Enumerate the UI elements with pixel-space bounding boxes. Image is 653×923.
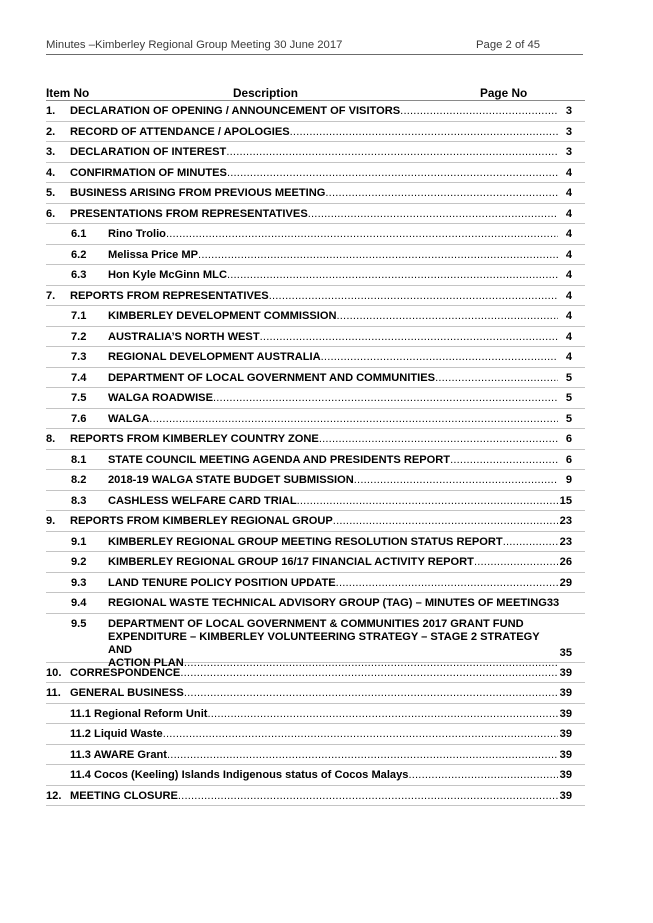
- toc-item-title-continued: ACTION PLAN: [108, 656, 184, 669]
- toc-item-number: 8.3: [71, 494, 87, 507]
- toc-row[interactable]: [46, 745, 585, 766]
- toc-item-page: 4: [565, 310, 572, 322]
- toc-row[interactable]: [46, 786, 585, 807]
- toc-item-title: Melissa Price MP: [108, 248, 199, 261]
- toc-row[interactable]: [46, 306, 585, 327]
- column-page-no: Page No: [480, 86, 528, 100]
- toc-item-title: WALGA ROADWISE: [108, 392, 213, 404]
- toc-item-number: 2.: [46, 125, 56, 138]
- toc-row[interactable]: [46, 368, 585, 389]
- toc-item-title: REPORTS FROM KIMBERLEY COUNTRY ZONE: [70, 433, 319, 445]
- toc-item-number: 10.: [46, 666, 62, 679]
- toc-item-page: 39: [559, 707, 572, 720]
- toc-row[interactable]: [46, 224, 585, 245]
- toc-item-page: 39: [559, 789, 572, 802]
- toc-item-title: REPORTS FROM REPRESENTATIVES: [70, 289, 269, 302]
- toc-item-number: 7.4: [71, 371, 87, 384]
- toc-item-number: 8.2: [71, 474, 87, 486]
- toc-item-title: WALGA: [108, 412, 150, 425]
- toc-item-page: 39: [559, 748, 572, 761]
- toc-item-page: 4: [565, 269, 572, 281]
- toc-column-headers: [46, 86, 585, 101]
- toc-item-page: 4: [565, 330, 572, 343]
- toc-item-title: Hon Kyle McGinn MLC: [108, 269, 227, 281]
- toc-item-title: 11.1 Regional Reform Unit: [70, 707, 208, 720]
- toc-item-number: 12.: [46, 789, 62, 802]
- toc-item-number: 7.5: [71, 392, 87, 404]
- toc-item-title: BUSINESS ARISING FROM PREVIOUS MEETING: [70, 187, 326, 199]
- toc-item-title: 11.3 AWARE Grant: [70, 748, 167, 761]
- toc-row[interactable]: [46, 142, 585, 163]
- toc-item-page: 35: [559, 646, 572, 659]
- toc-row[interactable]: [46, 265, 585, 286]
- toc-row[interactable]: [46, 163, 585, 184]
- toc-item-title: 11.2 Liquid Waste: [70, 728, 163, 740]
- toc-item-page: 4: [565, 248, 572, 261]
- toc-item-number: 6.1: [71, 228, 87, 240]
- toc-item-title: KIMBERLEY REGIONAL GROUP MEETING RESOLUTION STATUS REPORT: [108, 535, 503, 548]
- toc-item-title: DECLARATION OF OPENING / ANNOUNCEMENT OF VISITORS: [70, 105, 401, 117]
- toc-item-page: 9: [565, 474, 572, 486]
- toc-item-title: REGIONAL DEVELOPMENT AUSTRALIA: [108, 351, 321, 363]
- toc-item-title: CONFIRMATION OF MINUTES: [70, 166, 227, 179]
- toc-item-number: 6.3: [71, 269, 87, 281]
- toc-item-number: 7.2: [71, 330, 87, 343]
- toc-row[interactable]: [46, 663, 585, 684]
- toc-row[interactable]: [46, 532, 585, 553]
- toc-item-page: 6: [565, 433, 572, 445]
- toc-item-page: 4: [565, 228, 572, 240]
- toc-item-page: 39: [559, 687, 572, 699]
- page-header: [46, 37, 583, 55]
- toc-item-title: KIMBERLEY REGIONAL GROUP 16/17 FINANCIAL ACTIVITY REPORT: [108, 556, 474, 568]
- toc-item-title: PRESENTATIONS FROM REPRESENTATIVES: [70, 207, 308, 220]
- toc-item-page: 5: [565, 371, 572, 384]
- toc-row[interactable]: [46, 450, 585, 471]
- toc-item-title: DECLARATION OF INTEREST: [70, 146, 227, 158]
- toc-item-title: 2018-19 WALGA STATE BUDGET SUBMISSION: [108, 474, 354, 486]
- toc-item-number: 5.: [46, 187, 56, 199]
- toc-item-page: 3: [565, 146, 572, 158]
- toc-item-page: 3: [565, 125, 572, 138]
- toc-row[interactable]: [46, 470, 585, 491]
- table-of-contents: [46, 101, 585, 806]
- toc-item-page: 4: [565, 289, 572, 302]
- toc-item-page: 29: [559, 576, 572, 589]
- toc-item-page: 23: [559, 535, 572, 548]
- toc-item-number: 8.1: [71, 453, 87, 466]
- toc-item-title: STATE COUNCIL MEETING AGENDA AND PRESIDENTS REPORT: [108, 453, 451, 466]
- toc-item-page: 5: [565, 392, 572, 404]
- toc-item-page: 6: [565, 453, 572, 466]
- toc-row[interactable]: [46, 183, 585, 204]
- toc-row[interactable]: [46, 204, 585, 225]
- header-title: Minutes –Kimberley Regional Group Meeting 30 June 2017: [46, 39, 343, 51]
- toc-item-title: RECORD OF ATTENDANCE / APOLOGIES: [70, 125, 290, 138]
- toc-item-title: KIMBERLEY DEVELOPMENT COMMISSION: [108, 310, 337, 322]
- toc-item-title: REPORTS FROM KIMBERLEY REGIONAL GROUP: [70, 515, 333, 527]
- toc-row[interactable]: [46, 491, 585, 512]
- toc-item-number: 8.: [46, 433, 56, 445]
- toc-item-number: 7.: [46, 289, 56, 302]
- toc-row[interactable]: [46, 614, 585, 669]
- toc-item-title: REGIONAL WASTE TECHNICAL ADVISORY GROUP (TAG) – MINUTES OF MEETING33: [108, 597, 560, 609]
- toc-item-page: 23: [559, 515, 572, 527]
- toc-item-number: 1.: [46, 105, 56, 117]
- toc-item-title: CORRESPONDENCE: [70, 666, 181, 679]
- toc-item-number: 9.2: [71, 556, 87, 568]
- toc-row[interactable]: [46, 347, 585, 368]
- toc-item-number: 6.2: [71, 248, 87, 261]
- toc-item-title: LAND TENURE POLICY POSITION UPDATE: [108, 576, 336, 589]
- toc-row[interactable]: [46, 429, 585, 450]
- toc-item-page: 3: [565, 105, 572, 117]
- toc-item-page: 4: [565, 187, 572, 199]
- toc-item-number: 4.: [46, 166, 56, 179]
- toc-row[interactable]: [46, 388, 585, 409]
- toc-item-title: 11.4 Cocos (Keeling) Islands Indigenous status of Cocos Malays: [70, 769, 409, 781]
- toc-item-number: 3.: [46, 146, 56, 158]
- toc-item-number: 6.: [46, 207, 56, 220]
- column-item-no: Item No: [46, 86, 90, 100]
- toc-item-page: 39: [559, 728, 572, 740]
- toc-item-page: 15: [559, 494, 572, 507]
- toc-row[interactable]: [46, 552, 585, 573]
- toc-row[interactable]: [46, 286, 585, 307]
- toc-item-page: 39: [559, 769, 572, 781]
- toc-item-number: 7.3: [71, 351, 87, 363]
- toc-item-page: 4: [565, 351, 572, 363]
- column-description: Description: [233, 86, 298, 100]
- toc-row[interactable]: [46, 101, 585, 122]
- toc-item-number: 9.3: [71, 576, 87, 589]
- header-page-number: Page 2 of 45: [476, 39, 541, 51]
- toc-row[interactable]: [46, 593, 585, 614]
- toc-item-title: AUSTRALIA’S NORTH WEST: [108, 330, 260, 343]
- toc-row[interactable]: [46, 511, 585, 532]
- toc-item-page: 39: [559, 666, 572, 679]
- toc-item-title: MEETING CLOSURE: [70, 789, 178, 802]
- toc-item-number: 9.1: [71, 535, 87, 548]
- toc-row[interactable]: [46, 704, 585, 725]
- toc-item-title: CASHLESS WELFARE CARD TRIAL: [108, 494, 297, 507]
- toc-item-number: 11.: [46, 687, 61, 699]
- toc-row[interactable]: [46, 245, 585, 266]
- toc-row[interactable]: [46, 327, 585, 348]
- toc-item-page: 4: [565, 166, 572, 179]
- toc-item-number: 9.: [46, 515, 56, 527]
- toc-item-number: 7.6: [71, 412, 87, 425]
- toc-item-page: 5: [565, 412, 572, 425]
- toc-row[interactable]: [46, 573, 585, 594]
- toc-item-title: DEPARTMENT OF LOCAL GOVERNMENT AND COMMUNITIES: [108, 371, 436, 384]
- toc-row[interactable]: [46, 409, 585, 430]
- toc-item-title: Rino Trolio: [108, 228, 166, 240]
- toc-item-number: 9.5: [71, 617, 87, 630]
- toc-row[interactable]: [46, 122, 585, 143]
- toc-row[interactable]: [46, 765, 585, 786]
- toc-item-number: 9.4: [71, 597, 87, 609]
- toc-row[interactable]: [46, 724, 585, 745]
- toc-item-number: 7.1: [71, 310, 87, 322]
- toc-item-title: DEPARTMENT OF LOCAL GOVERNMENT & COMMUNITIES 2017 GRANT FUND EXPENDITURE – KIMBERLEY VOLUNTEERING STRATEGY – STAGE 2 STRATEGY AND: [108, 617, 540, 656]
- toc-row[interactable]: [46, 683, 585, 704]
- toc-item-page: 4: [565, 207, 572, 220]
- toc-item-title: GENERAL BUSINESS: [70, 687, 184, 699]
- toc-item-page: 26: [559, 556, 572, 568]
